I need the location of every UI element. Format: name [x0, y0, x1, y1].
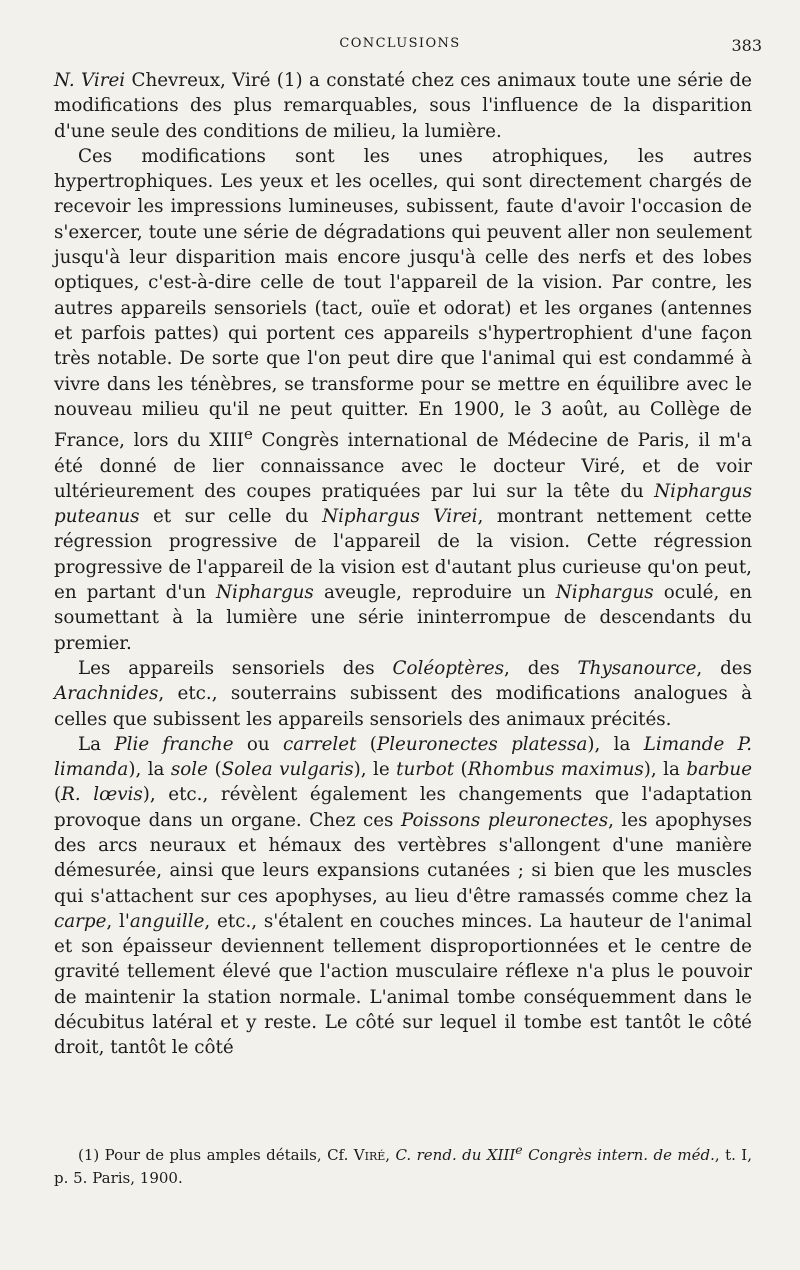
text-run: , des [696, 657, 753, 679]
italic-text: Congrès intern. de méd. [522, 1146, 715, 1164]
italic-text: Coléoptères [392, 657, 505, 679]
italic-text: e [515, 1142, 523, 1157]
paragraph [54, 732, 752, 1061]
italic-text: C. rend. du XIII [395, 1146, 516, 1164]
italic-text: Poissons pleuronectes [400, 809, 609, 831]
italic-text: sole [170, 759, 208, 781]
text-run: , les apophyses des arcs neuraux et hémaux des vertèbres s'allongent d'une manière démesurée, ainsi que leurs expansions cutanées ; si bien que les muscles qui s'attachent sur ces apophyses, au lieu d'être ramassés comme chez la [54, 809, 752, 907]
italic-text: turbot [396, 759, 455, 781]
italic-text: Solea vulgaris [221, 759, 354, 781]
italic-text: Plie franche [114, 733, 234, 755]
italic-text: N. Virei [54, 70, 126, 91]
italic-text: Arachnides [54, 683, 159, 705]
text-run: , t. I, p. 5. Paris, 1900. [54, 1146, 752, 1187]
text-run: Les appareils sensoriels des [78, 657, 393, 679]
text-run: ( [54, 784, 62, 806]
text-run: Ces modifications sont les unes atrophiques, les autres hypertrophiques. Les yeux et les ocelles, qui sont directement chargés de recevoir les impressions lumineuses, subissent, faute d'avoir l'occasion de s'exercer, toute une série de dégradations qui peuvent aller non seulement jusqu'à leur disparition mais encore jusqu'à celle des nerfs et des lobes optiques, c'est-à-dire celle de tout l'appareil de la vision. Par contre, les autres appareils sensoriels (tact, ouïe et odorat) et les organes (antennes et parfois pattes) qui portent ces appareils s'hypertrophient d'une façon très notable. De sorte que l'on peut dire que l'animal qui est condammé à vivre dans les ténèbres, se transforme pour se mettre en équilibre avec le nouveau milieu qu'il ne peut quitter. En 1900, le 3 août, au Collège de France, lors du XIII [54, 145, 752, 452]
text-run: Congrès international de Médecine de Paris, il m'a été donné de lier connaissance avec le docteur Viré, et de voir ultérieurement des coupes pratiquées par lui sur la tête du [54, 430, 752, 502]
italic-text: Niphargus Virei [322, 506, 478, 528]
text-run: ( [207, 759, 222, 781]
italic-text: Rhombus maximus [467, 759, 644, 781]
paragraph [54, 656, 752, 732]
paragraph [54, 68, 752, 144]
text-run: ou [233, 733, 283, 755]
text-run: (1) Pour de plus amples détails, Cf. [78, 1146, 354, 1164]
text-run: , montrant nettement cette régression progressive de l'appareil de la vision. Cette régression progressive de l'appareil de la vision est d'autant plus curieuse qu'on peut, en partant d'un [54, 506, 752, 604]
italic-text: carpe [54, 910, 107, 932]
text-run: , des [504, 657, 578, 679]
text-run: ), le [353, 759, 397, 781]
text-run: ( [454, 759, 468, 781]
text-run: La [78, 733, 115, 755]
text-run: ), etc., révèlent également les changements que l'adaptation provoque dans un organe. Chez ces [54, 784, 752, 831]
italic-text: Niphargus [215, 582, 314, 604]
italic-text: barbue [686, 759, 753, 781]
text-run: oculé, en soumettant à la lumière une série ininterrompue de descendants du premier. [54, 582, 752, 654]
text-run: ), la [643, 759, 687, 781]
text-run: ), la [587, 733, 644, 755]
footnote [54, 1138, 752, 1190]
text-run: Chevreux, Viré (1) a constaté chez ces animaux toute une série de modifications des plus remarquables, sous l'influence de la disparition d'une seule des conditions de milieu, la lumière. [54, 70, 752, 142]
text-run: , [385, 1146, 396, 1164]
italic-text: anguille [129, 910, 205, 932]
italic-text: Thysanource [577, 657, 697, 679]
italic-text: carrelet [282, 733, 357, 755]
italic-text: Niphargus puteanus [54, 480, 752, 528]
italic-text: Niphargus [555, 582, 654, 604]
text-run: ), la [128, 759, 171, 781]
text-run: , l' [106, 910, 130, 932]
text-run: aveugle, reproduire un [313, 582, 556, 604]
page-header [0, 36, 800, 56]
paragraph [54, 144, 752, 656]
text-run: , etc., souterrains subissent des modifications analogues à celles que subissent les appareils sensoriels des animaux précités. [54, 683, 752, 730]
body-text [54, 68, 752, 1061]
text-run: ( [356, 733, 377, 755]
italic-text: Pleuronectes platessa [376, 733, 588, 755]
page-number: 383 [731, 36, 762, 55]
italic-text: Limande P. limanda [54, 733, 753, 781]
superscript: e [243, 425, 253, 444]
text-run: Viré [353, 1146, 386, 1164]
italic-text: R. lœvis [61, 784, 143, 806]
running-head: CONCLUSIONS [339, 36, 461, 51]
text-run: , etc., s'étalent en couches minces. La hauteur de l'animal et son épaisseur deviennent tellement disproportionnées et le centre de gravité tellement élevé que l'action musculaire réflexe n'a plus le pouvoir de maintenir la station normale. L'animal tombe conséquemment dans le décubitus latéral et y reste. Le côté sur lequel il tombe est tantôt le côté droit, tantôt le côté [54, 910, 752, 1059]
text-run: et sur celle du [139, 506, 323, 528]
